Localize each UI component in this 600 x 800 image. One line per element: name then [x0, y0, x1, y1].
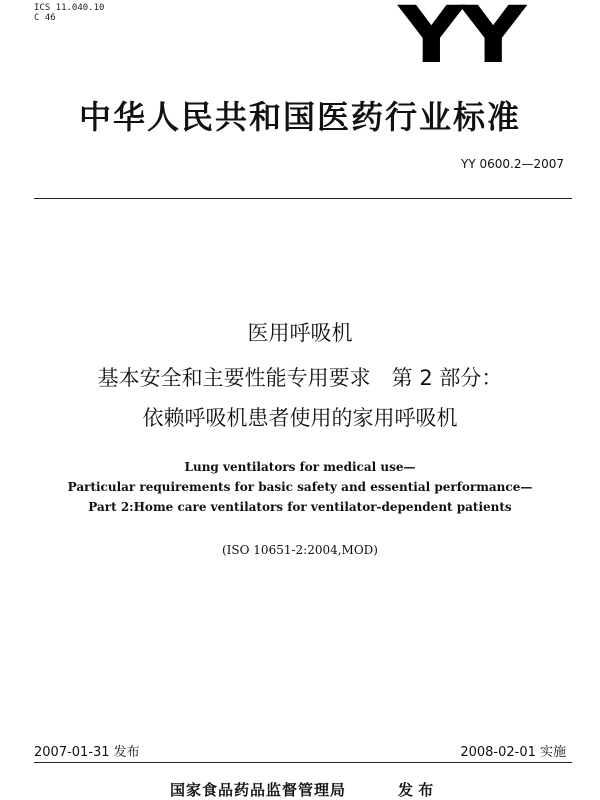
- publisher: 国家食品药品监督管理局: [170, 781, 347, 799]
- title-en-line3: Part 2:Home care ventilators for ventilator-dependent patients: [88, 500, 512, 514]
- ics-code: ICS 11.040.10: [34, 3, 105, 13]
- standard-name: 中华人民共和国医药行业标准: [78, 98, 521, 136]
- iso-reference: (ISO 10651-2:2004,MOD): [222, 543, 378, 557]
- issue-date: 2007-01-31 发布: [34, 745, 140, 760]
- title-en-line2: Particular requirements for basic safety and essential performance—: [67, 480, 533, 494]
- title-en-line1: Lung ventilators for medical use—: [184, 460, 416, 474]
- yy-logo: YY: [398, 0, 522, 81]
- classification-codes: [34, 3, 104, 23]
- footer-divider: [34, 762, 572, 763]
- header-divider: [34, 198, 572, 199]
- ccs-code: C 46: [34, 13, 56, 23]
- title-cn-line2: 基本安全和主要性能专用要求 第 2 部分：: [97, 366, 503, 390]
- title-cn-line1: 医用呼吸机: [247, 321, 353, 345]
- standard-number: YY 0600.2—2007: [460, 157, 564, 171]
- publish-word: 发 布: [398, 781, 434, 799]
- title-cn-line3: 依赖呼吸机患者使用的家用呼吸机: [142, 406, 458, 430]
- implementation-date: 2008-02-01 实施: [460, 745, 566, 760]
